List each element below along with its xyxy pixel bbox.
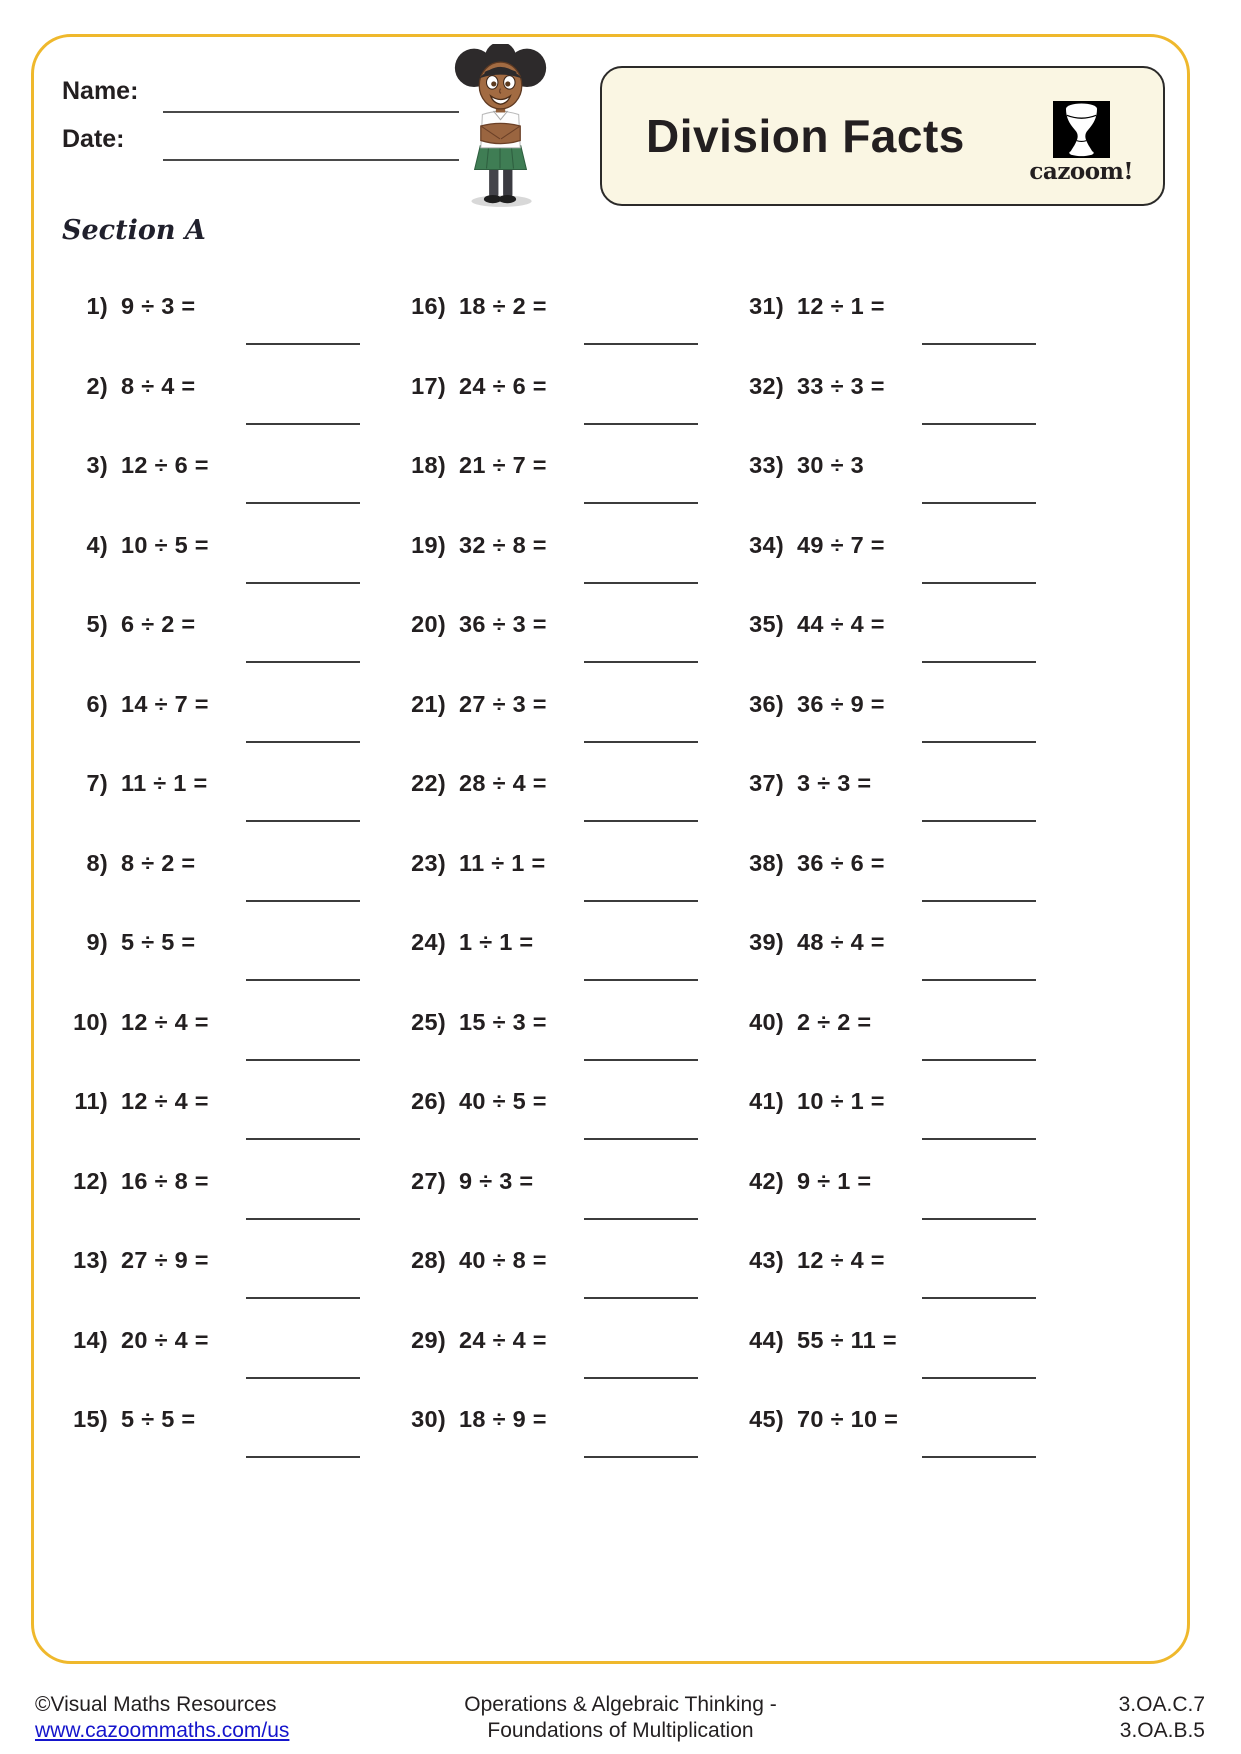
problem-item [398, 293, 736, 373]
footer-standards [1119, 1692, 1205, 1744]
problem-number: 8) [86, 849, 108, 876]
problem-number: 18) [411, 452, 446, 478]
problem-expression: 24 ÷ 6 = [459, 372, 547, 399]
answer-line [246, 820, 360, 822]
answer-line [584, 1138, 698, 1140]
problem-item [736, 691, 1074, 771]
problem-item [60, 850, 398, 930]
footer-left [35, 1692, 289, 1744]
answer-line [922, 900, 1036, 902]
answer-line [922, 502, 1036, 504]
problem-expression: 36 ÷ 9 = [797, 690, 885, 717]
problem-item [60, 691, 398, 771]
date-row [62, 124, 482, 161]
problem-item [398, 850, 736, 930]
problem-expression: 11 ÷ 1 = [121, 770, 208, 796]
answer-line [246, 343, 360, 345]
problem-item [60, 1406, 398, 1486]
answer-line [584, 820, 698, 822]
answer-line [922, 661, 1036, 663]
answer-line [584, 1297, 698, 1299]
problem-item [398, 1327, 736, 1407]
problem-number: 39) [749, 929, 784, 955]
footer-center [361, 1692, 881, 1744]
answer-line [922, 741, 1036, 743]
problem-number: 13) [73, 1247, 108, 1273]
answer-line [922, 1138, 1036, 1140]
answer-line [246, 1456, 360, 1458]
problem-number: 21) [411, 690, 446, 717]
problem-expression: 10 ÷ 1 = [797, 1088, 885, 1114]
standard-code-1: 3.OA.C.7 [1118, 1693, 1205, 1716]
problem-number: 28) [411, 1247, 446, 1273]
problem-number: 22) [411, 770, 446, 796]
problem-expression: 11 ÷ 1 = [459, 849, 546, 876]
problem-item [398, 691, 736, 771]
problem-expression: 12 ÷ 1 = [797, 293, 885, 319]
section-title: Section A [62, 215, 206, 246]
problem-expression: 9 ÷ 3 = [459, 1167, 534, 1194]
problem-number: 35) [749, 611, 784, 637]
problem-item [736, 611, 1074, 691]
answer-line [246, 1297, 360, 1299]
schoolgirl-illustration [447, 44, 553, 210]
problem-number: 15) [73, 1406, 108, 1432]
problem-item [398, 373, 736, 453]
problem-number: 12) [73, 1167, 108, 1194]
problem-expression: 5 ÷ 5 = [121, 1406, 196, 1432]
problem-item [398, 1168, 736, 1248]
answer-line [584, 661, 698, 663]
problem-item [60, 1168, 398, 1248]
problem-number: 32) [749, 372, 784, 399]
problem-item [736, 452, 1074, 532]
problem-item [398, 1088, 736, 1168]
answer-line [246, 741, 360, 743]
problem-expression: 70 ÷ 10 = [797, 1406, 899, 1432]
problem-expression: 36 ÷ 3 = [459, 611, 547, 637]
answer-line [246, 1059, 360, 1061]
answer-line [584, 900, 698, 902]
name-label: Name: [62, 77, 139, 105]
problem-expression: 18 ÷ 2 = [459, 293, 547, 319]
problem-number: 24) [411, 929, 446, 955]
problem-expression: 12 ÷ 4 = [121, 1008, 209, 1035]
problem-item [736, 929, 1074, 1009]
answer-line [584, 741, 698, 743]
problem-expression: 27 ÷ 3 = [459, 690, 547, 717]
problem-number: 27) [411, 1167, 446, 1194]
answer-line [246, 1138, 360, 1140]
answer-line [246, 979, 360, 981]
problem-expression: 6 ÷ 2 = [121, 611, 196, 637]
problem-expression: 9 ÷ 3 = [121, 293, 196, 319]
date-label: Date: [62, 125, 125, 153]
title-box [600, 66, 1165, 206]
problem-number: 40) [749, 1008, 784, 1035]
problem-number: 23) [411, 849, 446, 876]
answer-line [246, 1377, 360, 1379]
answer-line [922, 1377, 1036, 1379]
problem-expression: 8 ÷ 4 = [121, 372, 196, 399]
problem-item [398, 1009, 736, 1089]
problem-expression: 16 ÷ 8 = [121, 1167, 209, 1194]
answer-line [922, 582, 1036, 584]
problem-number: 33) [749, 452, 784, 478]
problem-item [60, 929, 398, 1009]
problem-number: 38) [749, 849, 784, 876]
problem-number: 37) [749, 770, 784, 796]
problem-item [60, 452, 398, 532]
problem-item [398, 929, 736, 1009]
answer-line [584, 1377, 698, 1379]
standard-code-2: 3.OA.B.5 [1119, 1719, 1205, 1742]
answer-line [922, 820, 1036, 822]
problem-item [736, 1088, 1074, 1168]
answer-line [922, 1218, 1036, 1220]
problem-expression: 10 ÷ 5 = [121, 531, 209, 558]
problem-number: 5) [86, 611, 108, 637]
topic-line2: Foundations of Multiplication [487, 1719, 754, 1742]
date-blank-line [163, 124, 459, 161]
problem-number: 14) [73, 1326, 108, 1353]
problem-number: 42) [749, 1167, 784, 1194]
problem-number: 25) [411, 1008, 446, 1035]
problem-item [736, 532, 1074, 612]
problem-expression: 21 ÷ 7 = [459, 452, 547, 478]
problem-number: 30) [411, 1406, 446, 1432]
topic-line1: Operations & Algebraic Thinking - [464, 1693, 777, 1716]
problem-item [736, 1168, 1074, 1248]
problem-item [60, 1327, 398, 1407]
problem-number: 6) [86, 690, 108, 717]
schoolgirl-icon [447, 44, 553, 210]
answer-line [584, 343, 698, 345]
problem-expression: 28 ÷ 4 = [459, 770, 547, 796]
problem-expression: 20 ÷ 4 = [121, 1326, 209, 1353]
answer-line [584, 423, 698, 425]
problem-item [398, 532, 736, 612]
answer-line [922, 1297, 1036, 1299]
problem-number: 31) [749, 293, 784, 319]
problem-expression: 1 ÷ 1 = [459, 929, 534, 955]
problem-number: 17) [411, 372, 446, 399]
problem-item [60, 293, 398, 373]
worksheet-title: Division Facts [646, 110, 965, 162]
problem-expression: 12 ÷ 4 = [121, 1088, 209, 1114]
problem-expression: 9 ÷ 1 = [797, 1167, 872, 1194]
problem-expression: 24 ÷ 4 = [459, 1326, 547, 1353]
problem-expression: 44 ÷ 4 = [797, 611, 885, 637]
problem-item [736, 850, 1074, 930]
problem-number: 19) [411, 531, 446, 558]
answer-line [584, 582, 698, 584]
problem-expression: 15 ÷ 3 = [459, 1008, 547, 1035]
website-link[interactable]: www.cazoommaths.com/us [35, 1719, 290, 1742]
problem-expression: 32 ÷ 8 = [459, 531, 547, 558]
copyright-text: ©Visual Maths Resources [35, 1693, 277, 1716]
answer-line [246, 423, 360, 425]
problem-expression: 18 ÷ 9 = [459, 1406, 547, 1432]
answer-line [246, 661, 360, 663]
problem-item [60, 1009, 398, 1089]
problem-expression: 49 ÷ 7 = [797, 531, 885, 558]
problem-item [398, 1406, 736, 1486]
djembe-drum-icon [1053, 101, 1110, 158]
answer-line [246, 1218, 360, 1220]
name-row [62, 76, 482, 113]
problem-expression: 33 ÷ 3 = [797, 372, 885, 399]
problem-number: 26) [411, 1088, 446, 1114]
problem-number: 43) [749, 1247, 784, 1273]
problem-expression: 48 ÷ 4 = [797, 929, 885, 955]
problem-item [398, 452, 736, 532]
answer-line [922, 423, 1036, 425]
problem-item [60, 373, 398, 453]
answer-line [922, 1456, 1036, 1458]
problem-number: 7) [86, 770, 108, 796]
problem-expression: 12 ÷ 6 = [121, 452, 209, 478]
problem-expression: 2 ÷ 2 = [797, 1008, 872, 1035]
problem-number: 41) [749, 1088, 784, 1114]
problem-number: 34) [749, 531, 784, 558]
problem-item [736, 293, 1074, 373]
answer-line [922, 979, 1036, 981]
answer-line [584, 1218, 698, 1220]
problem-expression: 40 ÷ 8 = [459, 1247, 547, 1273]
problem-item [736, 770, 1074, 850]
problem-number: 11) [74, 1088, 108, 1114]
problem-item [60, 1088, 398, 1168]
answer-line [922, 343, 1036, 345]
problem-expression: 3 ÷ 3 = [797, 770, 872, 796]
problem-number: 4) [86, 531, 108, 558]
problem-item [60, 770, 398, 850]
problem-expression: 12 ÷ 4 = [797, 1247, 885, 1273]
problem-item [736, 1406, 1074, 1486]
problems-grid [60, 293, 1074, 1486]
cazoom-logo [1029, 101, 1133, 185]
answer-line [584, 1456, 698, 1458]
problem-number: 16) [411, 293, 446, 319]
problem-number: 9) [86, 929, 108, 955]
problem-item [60, 1247, 398, 1327]
problem-expression: 27 ÷ 9 = [121, 1247, 209, 1273]
name-blank-line [163, 76, 459, 113]
problem-item [736, 1009, 1074, 1089]
problem-item [60, 611, 398, 691]
answer-line [922, 1059, 1036, 1061]
problem-number: 2) [86, 372, 108, 399]
problem-number: 45) [749, 1406, 784, 1432]
problem-item [398, 1247, 736, 1327]
problem-item [60, 532, 398, 612]
answer-line [246, 502, 360, 504]
problem-number: 29) [411, 1326, 446, 1353]
problem-item [736, 1327, 1074, 1407]
problem-expression: 8 ÷ 2 = [121, 849, 196, 876]
problem-expression: 14 ÷ 7 = [121, 690, 209, 717]
problem-expression: 55 ÷ 11 = [797, 1326, 897, 1353]
answer-line [246, 582, 360, 584]
problem-item [736, 1247, 1074, 1327]
cazoom-logo-text: cazoom! [1029, 158, 1133, 185]
problem-number: 10) [73, 1008, 108, 1035]
answer-line [246, 900, 360, 902]
problem-item [736, 373, 1074, 453]
answer-line [584, 502, 698, 504]
problem-item [398, 611, 736, 691]
problem-number: 44) [749, 1326, 784, 1353]
problem-number: 1) [86, 293, 108, 319]
answer-line [584, 1059, 698, 1061]
problem-number: 20) [411, 611, 446, 637]
problem-number: 36) [749, 690, 784, 717]
problem-expression: 5 ÷ 5 = [121, 929, 196, 955]
problem-expression: 40 ÷ 5 = [459, 1088, 547, 1114]
problem-expression: 36 ÷ 6 = [797, 849, 885, 876]
answer-line [584, 979, 698, 981]
problem-expression: 30 ÷ 3 [797, 452, 864, 478]
problem-item [398, 770, 736, 850]
problem-number: 3) [86, 452, 108, 478]
